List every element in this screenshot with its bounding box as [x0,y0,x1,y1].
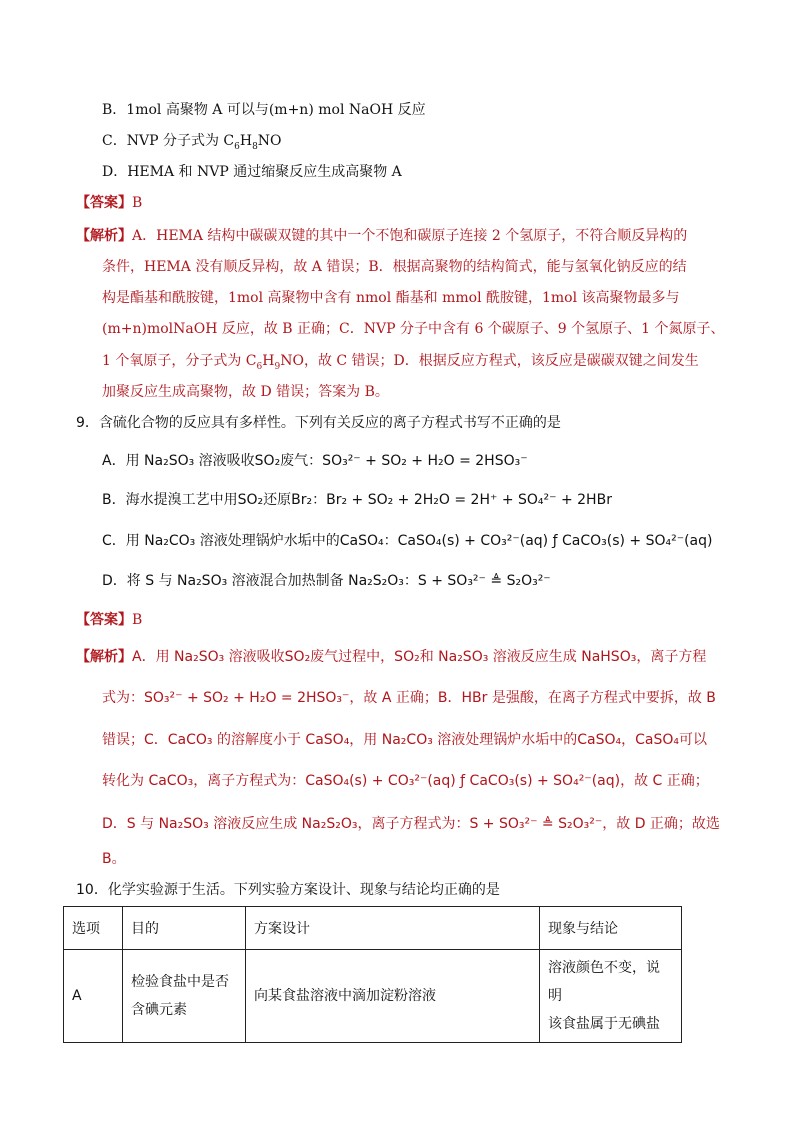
header-result: 现象与结论 [540,907,682,950]
experiment-table [63,906,682,1043]
question-9: 9．含硫化合物的反应具有多样性。下列有关反应的离子方程式书写不正确的是 [76,415,561,431]
header-plan: 方案设计 [246,907,540,950]
cell-goal: 检验食盐中是否 含碘元素 [123,950,246,1043]
q9-option-c: C．用 Na₂CO₃ 溶液处理锅炉水垢中的CaSO₄：CaSO₄(s) + CO₃²⁻(aq) ƒ CaCO₃(s) + SO₄²⁻(aq) [102,533,713,549]
answer-line-1: 【答案】B [76,195,143,211]
header-goal: 目的 [123,907,246,950]
header-option: 选项 [64,907,123,950]
option-c: C．NVP 分子式为 $C_6H_8NO$ [102,133,282,152]
table-header-row [64,907,682,950]
q9-option-b: B．海水提溴工艺中用SO₂还原Br₂：Br₂ + SO₂ + 2H₂O = 2H⁺ + SO₄²⁻ + 2HBr [102,492,612,508]
table-row [64,950,682,1043]
cell-result: 溶液颜色不变，说明 该食盐属于无碘盐 [540,950,682,1043]
answer-line-2: 【答案】B [76,612,143,628]
q9-option-d: D．将 S 与 Na₂SO₃ 溶液混合加热制备 Na₂S₂O₃：S + SO₃²⁻ ≜ S₂O₃²⁻ [102,573,551,589]
q9-option-a: A．用 Na₂SO₃ 溶液吸收SO₂废气：SO₃²⁻ + SO₂ + H₂O = 2HSO₃⁻ [102,453,528,469]
cell-option: A [64,950,123,1043]
question-10: 10．化学实验源于生活。下列实验方案设计、现象与结论均正确的是 [76,882,500,898]
cell-plan: 向某食盐溶液中滴加淀粉溶液 [246,950,540,1043]
option-b: B．1mol 高聚物 A 可以与(m+n) mol NaOH 反应 [102,102,426,118]
option-d: D．HEMA 和 NVP 通过缩聚反应生成高聚物 A [102,164,402,180]
